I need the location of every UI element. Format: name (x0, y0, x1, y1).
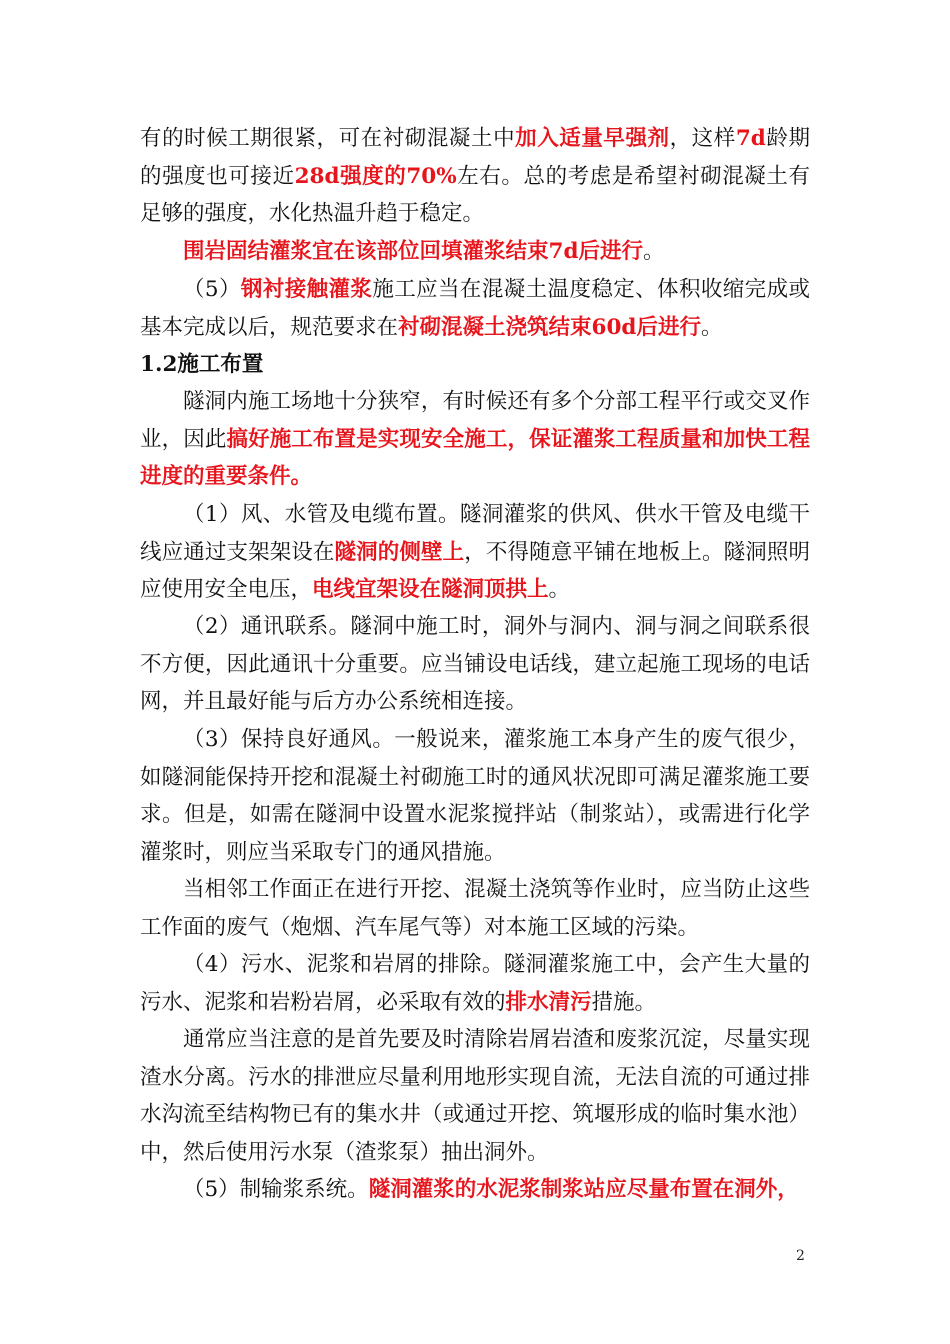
emphasis-text: 7d (735, 126, 766, 151)
paragraph-ventilation (140, 721, 810, 871)
body-text: 龄期的强度也可接近 (140, 126, 810, 189)
paragraph-consolidation-grouting (140, 233, 810, 271)
emphasis-text: 隧洞的侧壁上 (334, 539, 465, 565)
emphasis-text: 电线宜架设在隧洞顶拱上 (312, 577, 549, 602)
body-text: （5）制输浆系统。 (183, 1177, 369, 1202)
paragraph-adjacent-exhaust (140, 871, 810, 946)
body-text: 。 (700, 314, 723, 340)
body-text: 。 (643, 239, 665, 264)
paragraph-construction-layout (140, 383, 810, 496)
section-heading (140, 346, 810, 384)
body-text: 隧洞内施工场地十分狭窄，有时候还有多个分部工程平行或交叉作业，因此 (140, 389, 810, 452)
page-number: 2 (796, 1248, 805, 1264)
emphasis-text: 钢衬接触灌浆 (240, 277, 373, 302)
body-text: （1）风、水管及电缆布置。隧洞灌浆的供风、供水干管及电缆干线应通过支架架设在 (140, 502, 810, 565)
paragraph-grout-system (140, 1171, 810, 1209)
emphasis-text: 衬砌混凝土浇筑结束60d后进行 (398, 314, 701, 340)
emphasis-text: 加入适量早强剂 (515, 126, 670, 151)
body-text: 。 (548, 577, 571, 602)
body-text: 有的时候工期很紧，可在衬砌混凝土中 (140, 126, 516, 151)
paragraph-waste-separation (140, 1021, 810, 1171)
body-text: 左右。总的考虑是希望衬砌混凝土有足够的强度，水化热温升趋于稳定。 (140, 163, 810, 226)
body-text: ，这样 (669, 126, 736, 151)
emphasis-text: 排水清污 (505, 989, 592, 1015)
paragraph-early-strength (140, 120, 810, 233)
paragraph-drainage (140, 946, 810, 1021)
body-text: 当相邻工作面正在进行开挖、混凝土浇筑等作业时，应当防止这些工作面的废气（炮烟、汽车尾气等）对本施工区域的污染。 (140, 877, 810, 940)
paragraph-air-water-cable (140, 496, 810, 609)
body-text: （5） (183, 277, 241, 302)
emphasis-text: 28d强度的70% (294, 163, 457, 189)
body-text: （2）通讯联系。隧洞中施工时，洞外与洞内、洞与洞之间联系很不方便，因此通讯十分重要。应当铺设电话线，建立起施工现场的电话网，并且最好能与后方办公系统相连接。 (140, 614, 810, 714)
body-text: ，不得随意平铺在地板上。隧洞照明应使用安全电压， (140, 539, 810, 602)
body-text: （4）污水、泥浆和岩屑的排除。隧洞灌浆施工中，会产生大量的污水、泥浆和岩粉岩屑，必采取有效的 (140, 952, 810, 1015)
body-text: 1.2施工布置 (140, 352, 264, 377)
body-text: 施工应当在混凝土温度稳定、体积收缩完成或基本完成以后，规范要求在 (140, 277, 810, 340)
emphasis-text: 围岩固结灌浆宜在该部位回填灌浆结束7d后进行 (183, 239, 643, 264)
body-text: （3）保持良好通风。一般说来，灌浆施工本身产生的废气很少，如隧洞能保持开挖和混凝土衬砌施工时的通风状况即可满足灌浆施工要求。但是，如需在隧洞中设置水泥浆搅拌站（制浆站），或需进行化学灌浆时，则应当采取专门的通风措施。 (140, 727, 810, 865)
paragraph-communication (140, 608, 810, 721)
emphasis-text: 隧洞灌浆的水泥浆制浆站应尽量布置在洞外， (368, 1177, 799, 1202)
paragraph-steel-liner-grouting (140, 271, 810, 346)
body-text: 措施。 (591, 989, 657, 1015)
body-text: 通常应当注意的是首先要及时清除岩屑岩渣和废浆沉淀，尽量实现渣水分离。污水的排泄应尽量利用地形实现自流，无法自流的可通过排水沟流至结构物已有的集水井（或通过开挖、筑堰形成的临时集水池）中，然后使用污水泵（渣浆泵）抽出洞外。 (140, 1027, 810, 1165)
emphasis-text: 搞好施工布置是实现安全施工，保证灌浆工程质量和加快工程进度的重要条件。 (140, 426, 810, 489)
